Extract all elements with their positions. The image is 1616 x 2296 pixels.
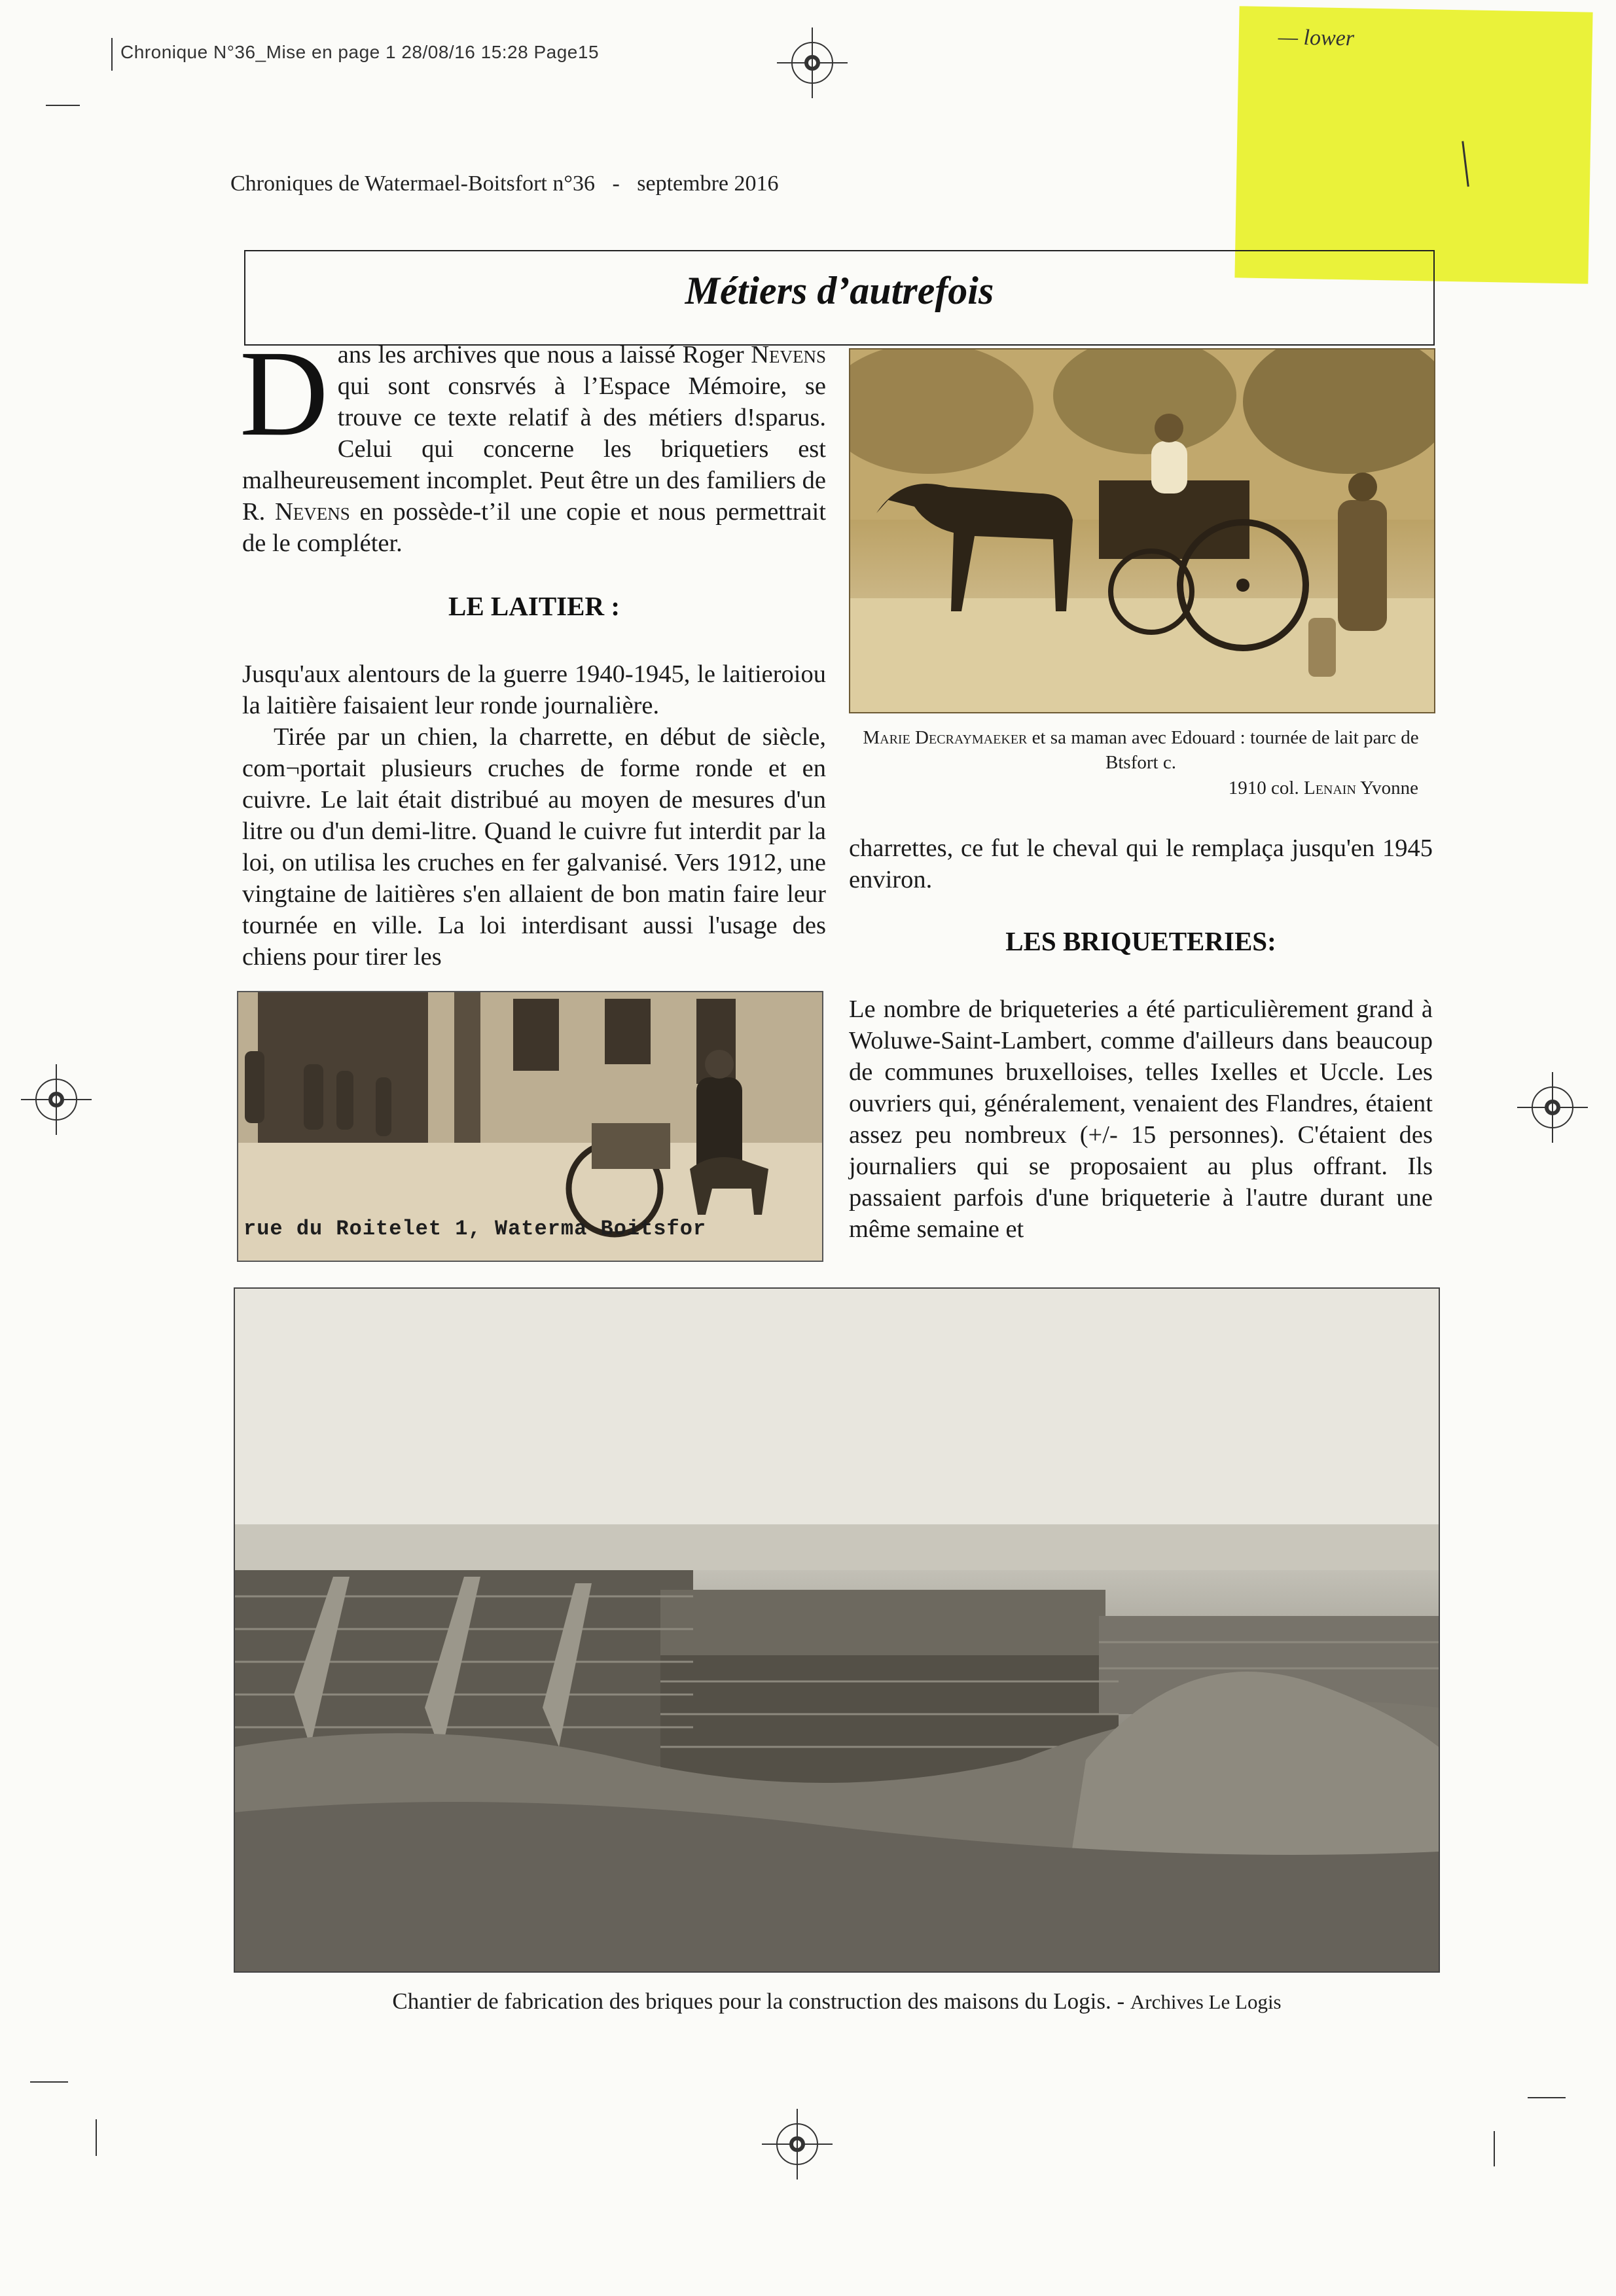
issue-date: septembre 2016 xyxy=(637,171,779,196)
sticky-note-pen-mark xyxy=(1462,141,1469,187)
header-separator: - xyxy=(612,171,620,196)
intro-text: qui sont consrvés à l’Espace Mémoire, se trouve ce texte relatif à des métiers d!sparus. Celui qui concerne les briquetiers est malheureusement incomplet. Peut être un des familiers de R. xyxy=(242,372,826,526)
crop-mark xyxy=(1528,2097,1566,2098)
drop-cap: D xyxy=(240,325,329,461)
photo-dog-cart-street xyxy=(237,991,823,1262)
publication-name: Chroniques de Watermael-Boitsfort n°36 xyxy=(230,171,595,196)
caption-separator: - xyxy=(1111,1988,1130,2014)
crop-mark xyxy=(30,2081,68,2083)
registration-mark-bottom xyxy=(776,2123,818,2165)
caption-person-name: Marie Decraymaeker xyxy=(863,727,1028,748)
credit-name: Lenain xyxy=(1303,778,1356,798)
intro-paragraph xyxy=(240,325,826,559)
photo-milk-cart-horse-illustration xyxy=(850,350,1434,712)
section-title-box xyxy=(244,250,1435,346)
caption-text: Chantier de fabrication des briques pour la construction des maisons du Logis. xyxy=(392,1988,1111,2014)
credit-text: Yvonne xyxy=(1356,778,1418,798)
caption-text: et sa maman avec Edouard : tournée de lait parc de Btsfort c. xyxy=(1027,727,1419,773)
registration-mark-top xyxy=(791,42,833,84)
registration-mark-right xyxy=(1532,1086,1573,1128)
print-slug: Chronique N°36_Mise en page 1 28/08/16 15:28 Page15 xyxy=(120,42,600,62)
credit-text: 1910 col. xyxy=(1228,778,1304,798)
slug-rule xyxy=(111,38,113,71)
laitier-paragraph: Tirée par un chien, la charrette, en début de siècle, com¬portait plusieurs cruches de forme ronde et en cuivre. Le lait était distribué au moyen de mesures d'un litre ou d'un demi-litre. Quand le cuivre fut interdit par la loi, on utilisa les cruches en fer galvanisé. Vers 1912, une vingtaine de laitières s'en allaient de bon matin faire leur tournée en ville. La loi interdisant aussi l'usage des chiens pour tirer les xyxy=(242,723,826,971)
author-name: Nevens xyxy=(751,341,826,368)
section-title: Métiers d’autrefois xyxy=(685,269,994,312)
photo-brick-yard xyxy=(234,1287,1440,1973)
photo2-inscription: rue du Roitelet 1, Waterma Boitsfor xyxy=(243,1217,707,1241)
crop-mark xyxy=(46,105,80,106)
registration-mark-left xyxy=(35,1079,77,1121)
photo-brick-yard-illustration xyxy=(235,1289,1439,1971)
photo1-caption xyxy=(849,725,1433,775)
sticky-note-scribble: — lower xyxy=(1278,25,1355,51)
running-header xyxy=(230,171,779,196)
heading-laitier: LE LAITIER : xyxy=(448,591,620,621)
photo1-credit xyxy=(849,778,1418,799)
laitier-paragraph: Jusqu'aux alentours de la guerre 1940-1945, le laitieroiou la laitière faisaient leur ronde journalière. xyxy=(242,660,826,719)
photo3-caption xyxy=(234,1988,1440,2015)
crop-mark xyxy=(1494,2131,1495,2166)
author-name: Nevens xyxy=(275,498,350,526)
crop-mark xyxy=(96,2119,97,2156)
laitier-continued: charrettes, ce fut le cheval qui le remplaça jusqu'en 1945 environ. xyxy=(849,834,1433,893)
intro-text: en possède-t’il une copie et nous permettrait de le compléter. xyxy=(242,498,826,557)
laitier-body xyxy=(242,658,826,973)
caption-credit: Archives Le Logis xyxy=(1130,1990,1282,2013)
intro-text: ans les archives que nous a laissé Roger xyxy=(337,341,751,368)
photo-milk-cart-horse xyxy=(849,348,1435,713)
briqueteries-paragraph: Le nombre de briqueteries a été particulièrement grand à Woluwe-Saint-Lambert, comme d'ailleurs dans beaucoup de communes bruxelloises, telles Ixelles et Uccle. Les ouvriers qui, généralement, venaient des Flandres, étaient assez peu nombreux (+/- 15 personnes). C'étaient des journaliers qui se proposaient au plus offrant. Ils passaient parfois d'une briqueterie à l'autre durant une même semaine et xyxy=(849,996,1433,1243)
sticky-note xyxy=(1234,6,1592,283)
heading-briqueteries: LES BRIQUETERIES: xyxy=(1005,926,1276,956)
